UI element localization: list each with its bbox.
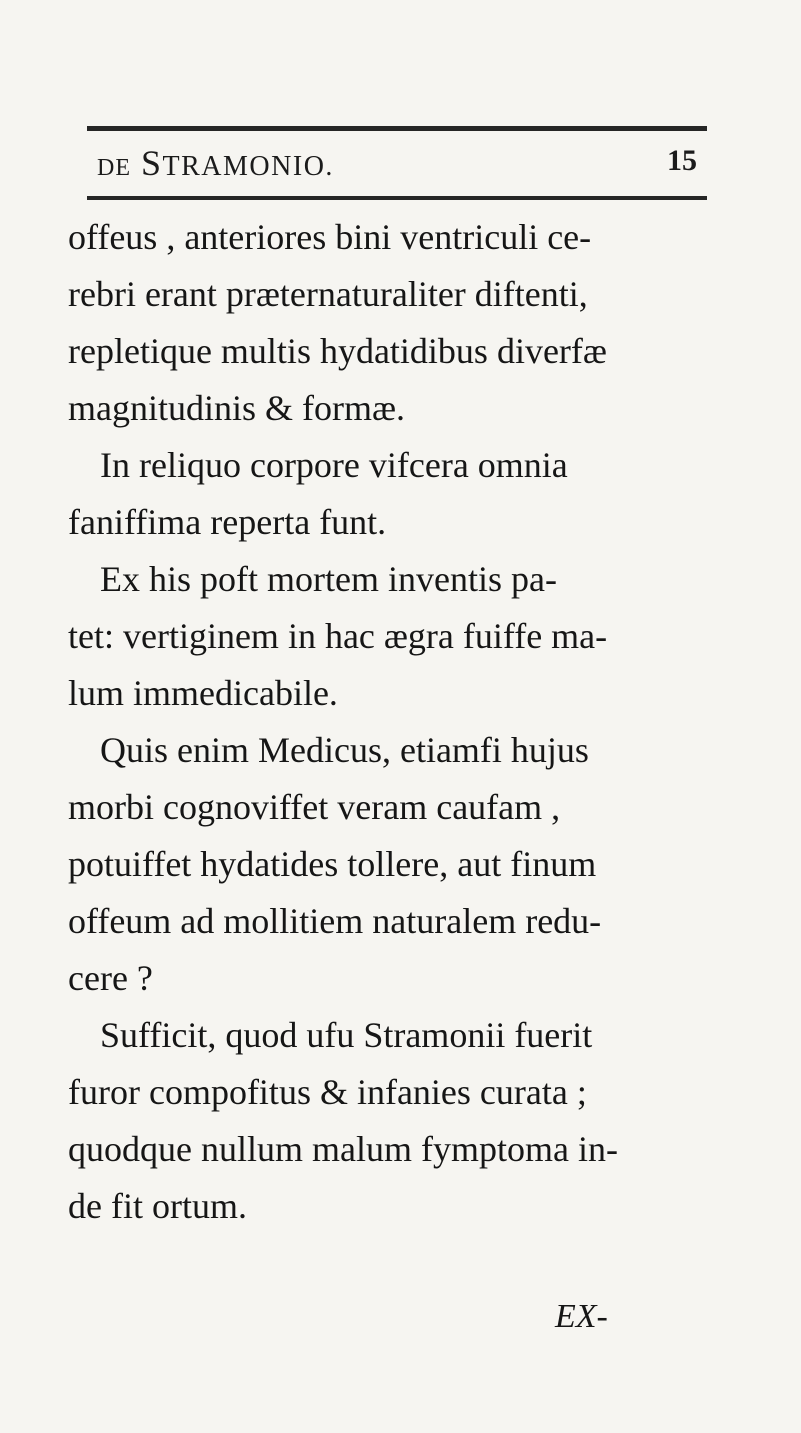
text-line: cere ?	[68, 958, 153, 998]
text-line: offeus , anteriores bini ventriculi ce-	[68, 217, 592, 257]
page-number: 15	[667, 144, 697, 177]
text-line: rebri erant præternaturaliter diftenti,	[68, 274, 588, 314]
text-line: morbi cognoviffet veram caufam ,	[68, 787, 561, 827]
text-line: Ex his poft mortem inventis pa-	[100, 559, 557, 599]
text-line: quodque nullum malum fymptoma in-	[68, 1129, 618, 1169]
running-head-title-rest: TRAMONIO.	[162, 151, 334, 182]
running-head-prefix: DE	[97, 155, 131, 181]
header-rule-top	[87, 126, 707, 131]
text-line: lum immedicabile.	[68, 673, 338, 713]
text-line: faniffima reperta funt.	[68, 502, 387, 542]
running-head-title	[97, 142, 334, 184]
text-line: de fit ortum.	[68, 1186, 247, 1226]
text-line: offeum ad mollitiem naturalem redu-	[68, 901, 602, 941]
catchword: EX-	[555, 1298, 608, 1335]
text-line: furor compofitus & infanies curata ;	[68, 1072, 587, 1112]
text-line: In reliquo corpore vifcera omnia	[100, 445, 568, 485]
running-head-initial: S	[141, 143, 163, 183]
text-line: repletique multis hydatidibus diverfæ	[68, 331, 607, 371]
text-line: magnitudinis & formæ.	[68, 388, 405, 428]
text-line: Quis enim Medicus, etiamfi hujus	[100, 730, 589, 770]
header-rule-bottom	[87, 196, 707, 200]
running-head	[87, 138, 707, 190]
text-line: tet: vertiginem in hac ægra fuiffe ma-	[68, 616, 608, 656]
text-line: potuiffet hydatides tollere, aut finum	[68, 844, 597, 884]
text-line: Sufficit, quod ufu Stramonii fuerit	[100, 1015, 593, 1055]
